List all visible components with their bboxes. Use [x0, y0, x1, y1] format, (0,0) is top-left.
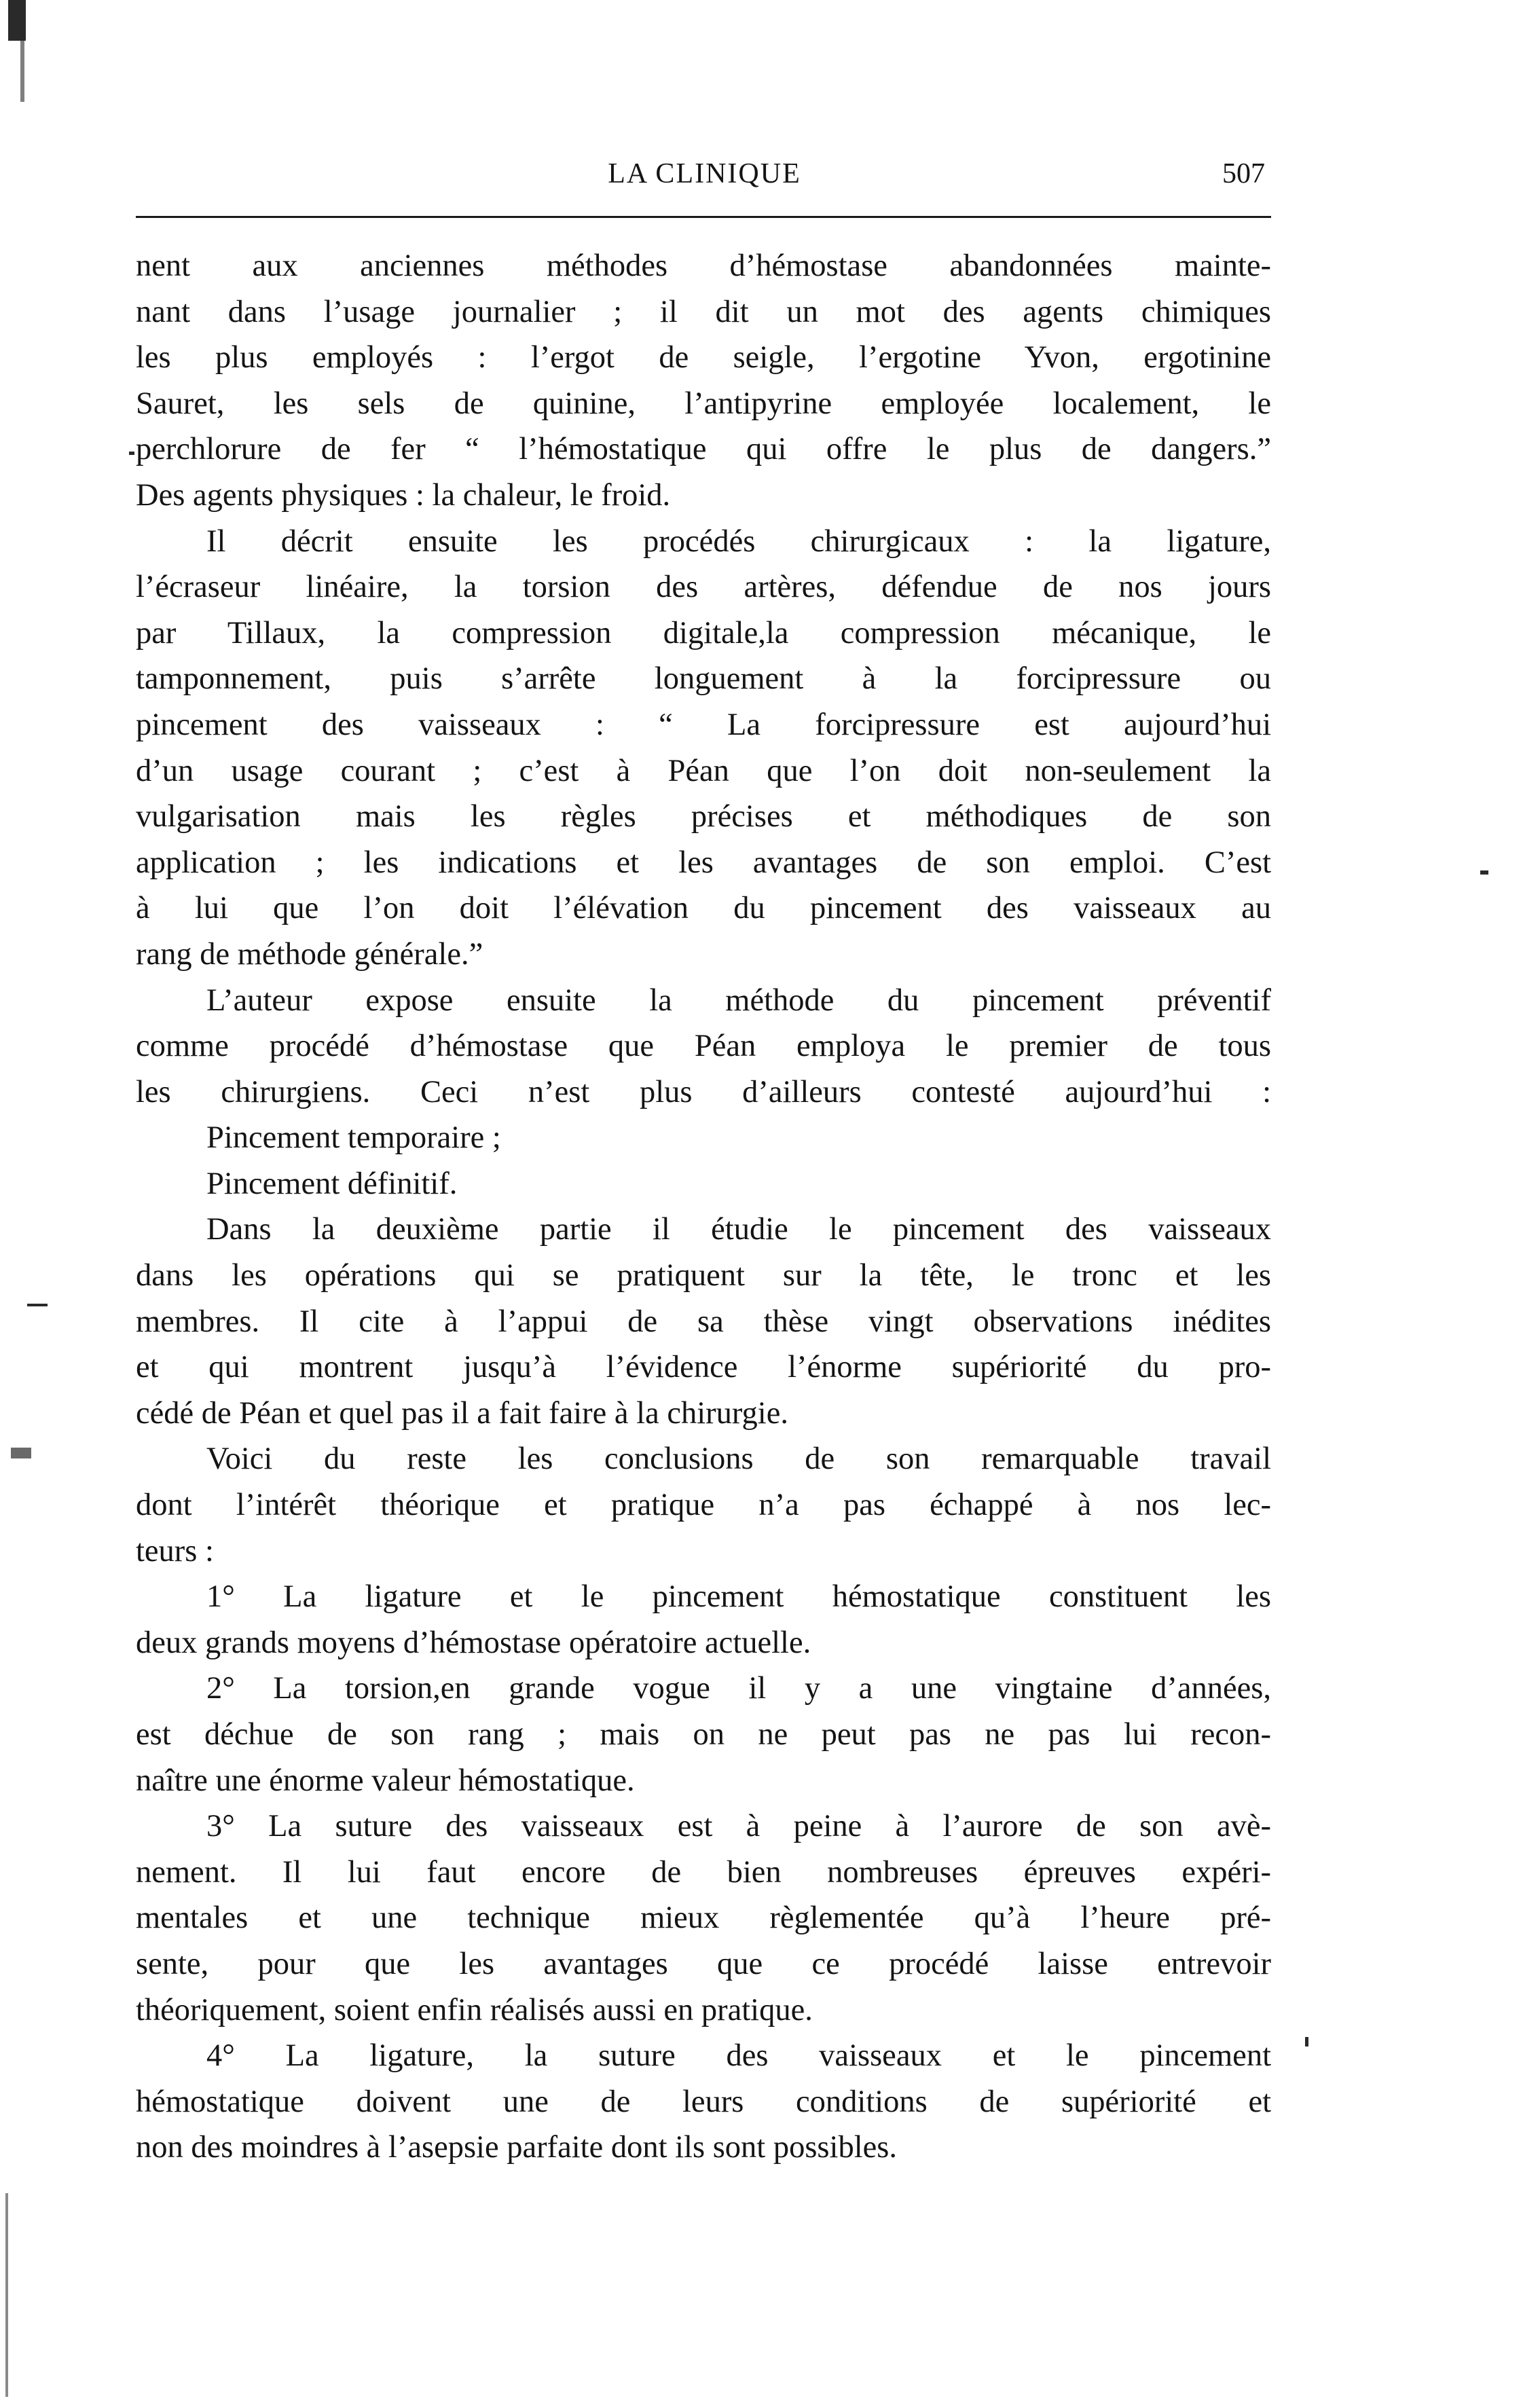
text-line: non des moindres à l’asepsie parfaite dont ils sont possibles.: [136, 2130, 897, 2165]
text-line: cédé de Péan et quel pas il a fait faire à la chirurgie.: [136, 1395, 788, 1431]
text-line: 3° La suture des vaisseaux est à peine à l’aurore de son avè-: [206, 1809, 1271, 1844]
text-line: nent aux anciennes méthodes d’hémostase abandonnées mainte-: [136, 249, 1271, 283]
text-line: pincement des vaisseaux : “ La forcipressure est aujourd’hui: [136, 707, 1271, 742]
text-line: dont l’intérêt théorique et pratique n’a pas échappé à nos lec-: [136, 1488, 1271, 1523]
text-line: dans les opérations qui se pratiquent sur la tête, le tronc et les: [136, 1258, 1271, 1293]
text-line: L’auteur expose ensuite la méthode du pincement préventif: [206, 983, 1271, 1018]
text-line: mentales et une technique mieux règlementée qu’à l’heure pré-: [136, 1901, 1271, 1936]
text-line: par Tillaux, la compression digitale,la compression mécanique, le: [136, 615, 1271, 650]
text-line: rang de méthode générale.”: [136, 936, 483, 972]
text-line: Sauret, les sels de quinine, l’antipyrine employée localement, le: [136, 386, 1271, 421]
scan-mark: [20, 41, 24, 102]
text-line: hémostatique doivent une de leurs conditions de supériorité et: [136, 2084, 1271, 2119]
scan-mark: [27, 1304, 48, 1306]
text-line: Des agents physiques : la chaleur, le froid.: [136, 477, 671, 513]
text-line: 2° La torsion,en grande vogue il y a une vingtaine d’années,: [206, 1671, 1271, 1706]
text-line: sente, pour que les avantages que ce procédé laisse entrevoir: [136, 1946, 1271, 1981]
text-line: Voici du reste les conclusions de son remarquable travail: [206, 1442, 1271, 1477]
scan-mark: [129, 452, 134, 455]
page-number: 507: [1222, 158, 1265, 189]
scan-mark: [8, 0, 26, 41]
text-line: application ; les indications et les avantages de son emploi. C’est: [136, 845, 1271, 880]
text-line: Il décrit ensuite les procédés chirurgicaux : la ligature,: [206, 524, 1271, 559]
text-line: et qui montrent jusqu’à l’évidence l’énorme supériorité du pro-: [136, 1350, 1271, 1385]
text-line: naître une énorme valeur hémostatique.: [136, 1763, 635, 1798]
text-line: deux grands moyens d’hémostase opératoire actuelle.: [136, 1625, 811, 1660]
scan-mark: [5, 2193, 8, 2397]
text-line: Dans la deuxième partie il étudie le pincement des vaisseaux: [206, 1212, 1271, 1247]
text-line: à lui que l’on doit l’élévation du pincement des vaisseaux au: [136, 891, 1271, 926]
body-text: [136, 243, 1271, 2171]
text-line: membres. Il cite à l’appui de sa thèse vingt observations inédites: [136, 1304, 1271, 1339]
text-line: est déchue de son rang ; mais on ne peut pas ne pas lui recon-: [136, 1717, 1271, 1752]
scan-mark: [1480, 870, 1488, 875]
text-line: 1° La ligature et le pincement hémostatique constituent les: [206, 1579, 1271, 1615]
scan-mark: [11, 1448, 31, 1458]
text-line: vulgarisation mais les règles précises et méthodiques de son: [136, 799, 1271, 834]
page-header: [136, 158, 1273, 205]
running-title: LA CLINIQUE: [608, 158, 801, 189]
text-line: comme procédé d’hémostase que Péan employa le premier de tous: [136, 1029, 1271, 1064]
text-line: les chirurgiens. Ceci n’est plus d’ailleurs contesté aujourd’hui :: [136, 1074, 1271, 1109]
text-line: nant dans l’usage journalier ; il dit un mot des agents chimiques: [136, 294, 1271, 329]
text-line: perchlorure de fer “ l’hémostatique qui offre le plus de dangers.”: [136, 432, 1271, 467]
text-line: d’un usage courant ; c’est à Péan que l’on doit non-seulement la: [136, 753, 1271, 788]
text-line: 4° La ligature, la suture des vaisseaux et le pincement: [206, 2038, 1271, 2074]
text-line: théoriquement, soient enfin réalisés aussi en pratique.: [136, 1992, 813, 2027]
text-line: Pincement définitif.: [206, 1166, 458, 1201]
header-rule: [136, 216, 1271, 218]
text-line: l’écraseur linéaire, la torsion des artères, défendue de nos jours: [136, 570, 1271, 605]
text-line: nement. Il lui faut encore de bien nombreuses épreuves expéri-: [136, 1854, 1271, 1890]
text-line: Pincement temporaire ;: [206, 1120, 501, 1156]
text-line: tamponnement, puis s’arrête longuement à la forcipressure ou: [136, 661, 1271, 697]
scan-mark: [1305, 2037, 1308, 2046]
text-line: les plus employés : l’ergot de seigle, l’ergotine Yvon, ergotinine: [136, 340, 1271, 375]
text-line: teurs :: [136, 1533, 214, 1568]
